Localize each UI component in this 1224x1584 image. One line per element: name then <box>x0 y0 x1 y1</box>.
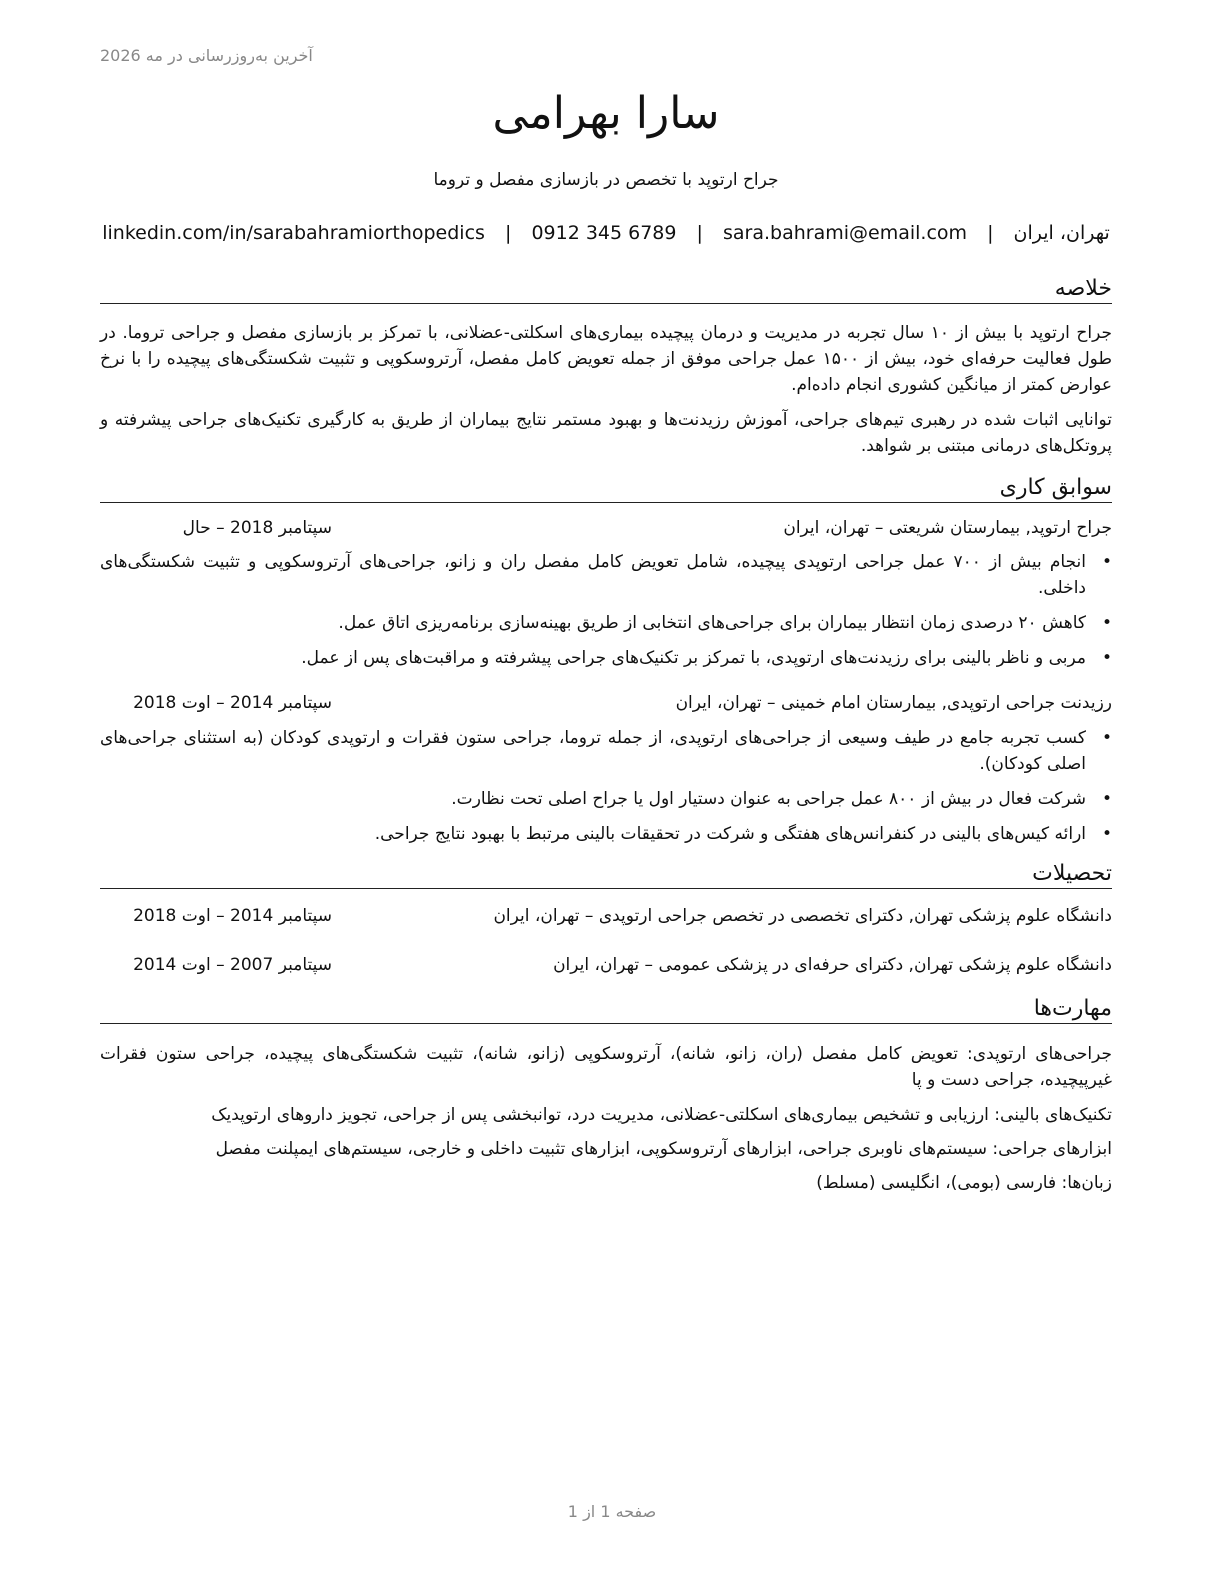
list-item <box>100 725 1112 777</box>
list-item <box>100 645 1112 671</box>
skill-line: زبان‌ها: فارسی (بومی)، انگلیسی (مسلط) <box>816 1173 1112 1193</box>
job-dates: سپتامبر 2014 – اوت 2018 <box>133 693 332 713</box>
bullet-icon: • <box>1101 552 1112 572</box>
education-dates: سپتامبر 2007 – اوت 2014 <box>133 955 332 975</box>
job-bullets <box>100 549 1112 680</box>
section-title-experience: سوابق کاری <box>100 475 1112 503</box>
page-number: صفحه 1 از 1 <box>567 1502 657 1521</box>
bullet-icon: • <box>1101 728 1112 748</box>
bullet-text: شرکت فعال در بیش از ۸۰۰ عمل جراحی به عنوان دستیار اول یا جراح اصلی تحت نظارت. <box>451 789 1086 809</box>
bullet-icon: • <box>1101 789 1112 809</box>
job-header <box>100 518 1112 544</box>
skill-line: جراحی‌های ارتوپدی: تعویض کامل مفصل (ران، زانو، شانه)، آرتروسکوپی (زانو، شانه)، تثبیت شکستگی‌های پیچیده، جراحی ستون فقرات غیرپیچیده، جراحی دست و پا <box>100 1044 1112 1090</box>
contact-line <box>100 222 1112 244</box>
list-item <box>100 549 1112 601</box>
contact-email[interactable]: sara.bahrami@email.com <box>723 222 968 244</box>
list-item <box>100 821 1112 847</box>
list-item <box>100 786 1112 812</box>
job-dates: سپتامبر 2018 – حال <box>182 518 332 538</box>
skill-line: ابزارهای جراحی: سیستم‌های ناوبری جراحی، ابزارهای آرتروسکوپی، ابزارهای تثبیت داخلی و خارجی، سیستم‌های ایمپلنت مفصل <box>215 1139 1112 1159</box>
job-title: رزیدنت جراحی ارتوپدی, بیمارستان امام خمینی – تهران، ایران <box>675 693 1112 713</box>
skill-line: تکنیک‌های بالینی: ارزیابی و تشخیص بیماری‌های اسکلتی-عضلانی، مدیریت درد، توانبخشی پس از جراحی، تجویز داروهای ارتوپدیک <box>211 1105 1112 1125</box>
person-name: سارا بهرامی <box>492 88 720 139</box>
education-title: دانشگاه علوم پزشکی تهران, دکترای حرفه‌ای در پزشکی عمومی – تهران، ایران <box>553 955 1112 975</box>
bullet-text: ارائه کیس‌های بالینی در کنفرانس‌های هفتگی و شرکت در تحقیقات بالینی مرتبط با بهبود نتایج جراحی. <box>374 824 1086 844</box>
job-title: جراح ارتوپد, بیمارستان شریعتی – تهران، ایران <box>783 518 1112 538</box>
contact-location: تهران، ایران <box>1013 222 1110 244</box>
contact-linkedin[interactable]: linkedin.com/in/sarabahramiorthopedics <box>102 222 485 244</box>
education-item <box>100 955 1112 981</box>
list-item <box>100 610 1112 636</box>
education-dates: سپتامبر 2014 – اوت 2018 <box>133 906 332 926</box>
contact-phone: 0912 345 6789 <box>531 222 677 244</box>
bullet-icon: • <box>1101 824 1112 844</box>
section-title-summary: خلاصه <box>100 276 1112 304</box>
education-title: دانشگاه علوم پزشکی تهران, دکترای تخصصی در تخصص جراحی ارتوپدی – تهران، ایران <box>493 906 1112 926</box>
job-header <box>100 693 1112 719</box>
person-tagline: جراح ارتوپد با تخصص در بازسازی مفصل و تروما <box>433 170 779 190</box>
bullet-text: مربی و ناظر بالینی برای رزیدنت‌های ارتوپدی، با تمرکز بر تکنیک‌های جراحی پیشرفته و مراقبت‌های پس از عمل. <box>301 648 1086 668</box>
resume-page <box>100 0 1112 1584</box>
education-item <box>100 906 1112 932</box>
contact-separator: | <box>504 222 512 244</box>
section-title-education: تحصیلات <box>100 861 1112 889</box>
summary-paragraph-1: جراح ارتوپد با بیش از ۱۰ سال تجربه در مدیریت و درمان پیچیده بیماری‌های اسکلتی-عضلانی، با تمرکز بر بازسازی مفصل و جراحی تروما. در طول فعالیت حرفه‌ای خود، بیش از ۱۵۰۰ عمل جراحی موفق از جمله تعویض کامل مفصل، آرتروسکوپی و تثبیت شکستگی‌های پیچیده را با نرخ عوارض کمتر از میانگین کشوری انجام داده‌ام. <box>100 323 1112 395</box>
contact-separator: | <box>696 222 703 244</box>
section-title-skills: مهارت‌ها <box>100 996 1112 1024</box>
job-bullets <box>100 725 1112 856</box>
bullet-icon: • <box>1101 648 1112 668</box>
last-updated-note: آخرین به‌روزرسانی در مه 2026 <box>100 46 313 65</box>
bullet-text: کسب تجربه جامع در طیف وسیعی از جراحی‌های ارتوپدی، از جمله تروما، جراحی ستون فقرات و ارتوپدی کودکان (به استثنای جراحی‌های اصلی کودکان). <box>100 728 1086 774</box>
bullet-text: کاهش ۲۰ درصدی زمان انتظار بیماران برای جراحی‌های انتخابی از طریق بهینه‌سازی برنامه‌ریزی اتاق عمل. <box>338 613 1086 633</box>
bullet-text: انجام بیش از ۷۰۰ عمل جراحی ارتوپدی پیچیده، شامل تعویض کامل مفصل ران و زانو، جراحی‌های آرتروسکوپی و تثبیت شکستگی‌های داخلی. <box>100 552 1086 598</box>
bullet-icon: • <box>1101 613 1112 633</box>
summary-paragraph-2: توانایی اثبات شده در رهبری تیم‌های جراحی، آموزش رزیدنت‌ها و بهبود مستمر نتایج بیماران از طریق به کارگیری تکنیک‌های جراحی پیشرفته و پروتکل‌های درمانی مبتنی بر شواهد. <box>100 410 1112 456</box>
contact-separator: | <box>987 222 994 244</box>
